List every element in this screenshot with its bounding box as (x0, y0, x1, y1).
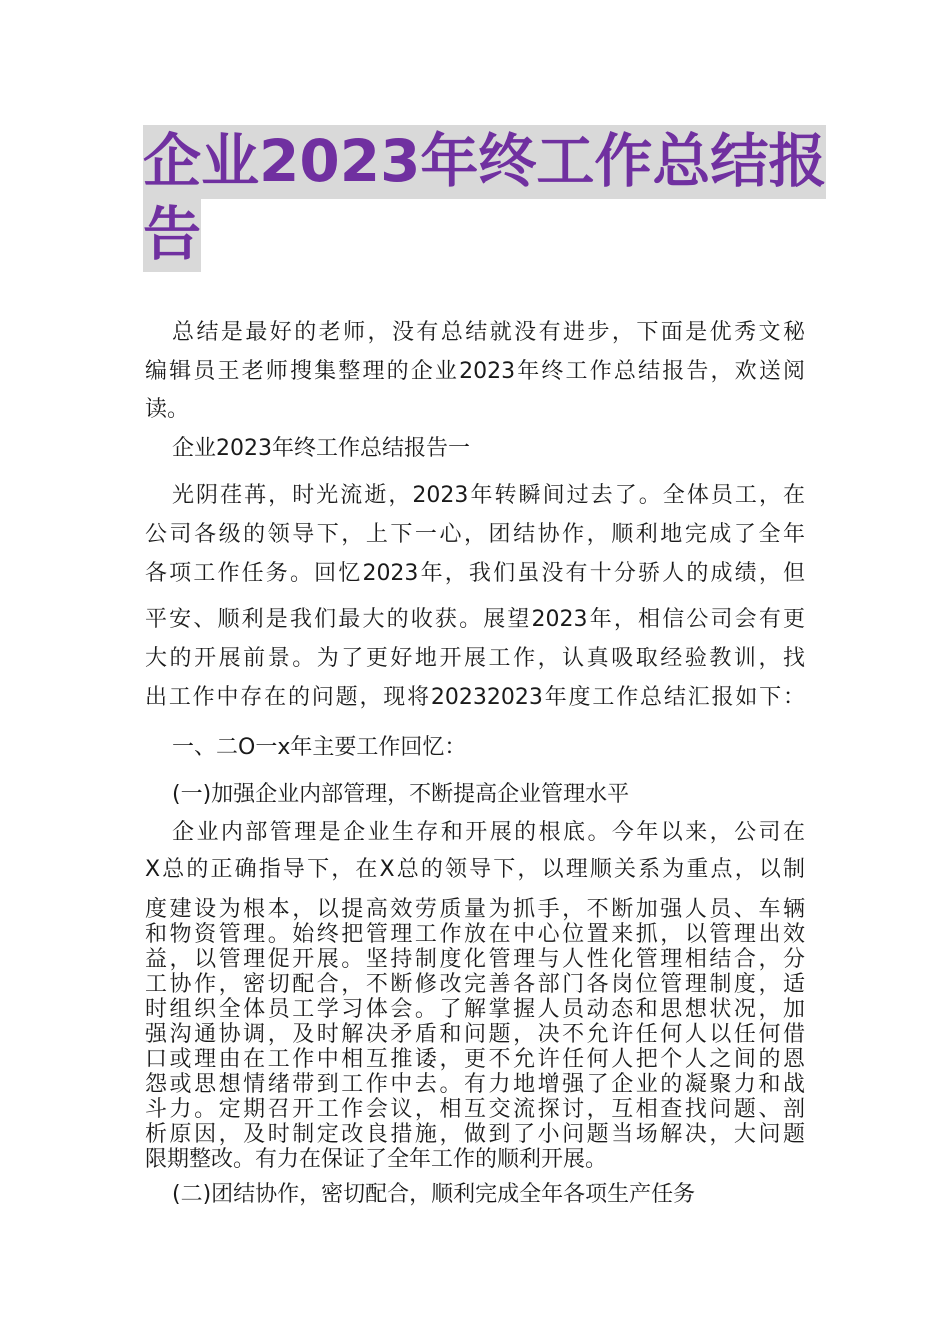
para2-line-9: 口或理由在工作中相互推诿，更不允许任何人把个人之间的恩 (145, 1047, 805, 1072)
report-subtitle: 企业2023年终工作总结报告一 (172, 436, 470, 461)
title-text-2: 告 (143, 198, 201, 272)
section-heading-1: 一、二O一x年主要工作回忆： (172, 735, 467, 760)
para2-line-4: 和物资管理。始终把管理工作放在中心位置来抓，以管理出效 (145, 922, 805, 947)
para2-line-1: 企业内部管理是企业生存和开展的根底。今年以来，公司在 (172, 820, 805, 845)
para2-line-5: 益，以管理促开展。坚持制度化管理与人性化管理相结合，分 (145, 947, 805, 972)
intro-line-1: 总结是最好的老师，没有总结就没有进步，下面是优秀文秘 (172, 320, 805, 345)
para2-line-11: 斗力。定期召开工作会议，相互交流探讨，互相查找问题、剖 (145, 1097, 805, 1122)
subsection-heading-2: (二)团结协作，密切配合，顺利完成全年各项生产任务 (172, 1182, 696, 1207)
document-title-line-2 (143, 200, 202, 268)
title-text-1: 企业2023年终工作总结报 (143, 125, 826, 199)
para2-line-3: 度建设为根本，以提高效劳质量为抓手，不断加强人员、车辆 (145, 897, 805, 922)
para2-line-6: 工协作，密切配合，不断修改完善各部门各岗位管理制度，适 (145, 972, 805, 997)
para2-line-2: X总的正确指导下，在X总的领导下，以理顺关系为重点，以制 (145, 857, 805, 882)
document-title-line-1 (143, 127, 827, 195)
para2-line-10: 怨或思想情绪带到工作中去。有力地增强了企业的凝聚力和战 (145, 1072, 805, 1097)
para2-line-12: 析原因，及时制定改良措施，做到了小问题当场解决，大问题 (145, 1122, 805, 1147)
subsection-heading-1: (一)加强企业内部管理，不断提高企业管理水平 (172, 782, 630, 807)
intro-line-2: 编辑员王老师搜集整理的企业2023年终工作总结报告，欢送阅 (145, 359, 805, 384)
para2-line-8: 强沟通协调，及时解决矛盾和问题，决不允许任何人以任何借 (145, 1022, 805, 1047)
para1-line-5: 大的开展前景。为了更好地开展工作，认真吸取经验教训，找 (145, 646, 805, 671)
para2-line-7: 时组织全体员工学习体会。了解掌握人员动态和思想状况，加 (145, 997, 805, 1022)
para1-line-3: 各项工作任务。回忆2023年，我们虽没有十分骄人的成绩，但 (145, 561, 805, 586)
para1-line-6: 出工作中存在的问题，现将20232023年度工作总结汇报如下： (145, 685, 805, 710)
intro-line-3: 读。 (145, 397, 190, 422)
para2-line-13: 限期整改。有力在保证了全年工作的顺利开展。 (145, 1147, 608, 1172)
para1-line-1: 光阴荏苒，时光流逝，2023年转瞬间过去了。全体员工，在 (172, 483, 805, 508)
para1-line-4: 平安、顺利是我们最大的收获。展望2023年，相信公司会有更 (145, 607, 805, 632)
para1-line-2: 公司各级的领导下，上下一心，团结协作，顺利地完成了全年 (145, 522, 805, 547)
